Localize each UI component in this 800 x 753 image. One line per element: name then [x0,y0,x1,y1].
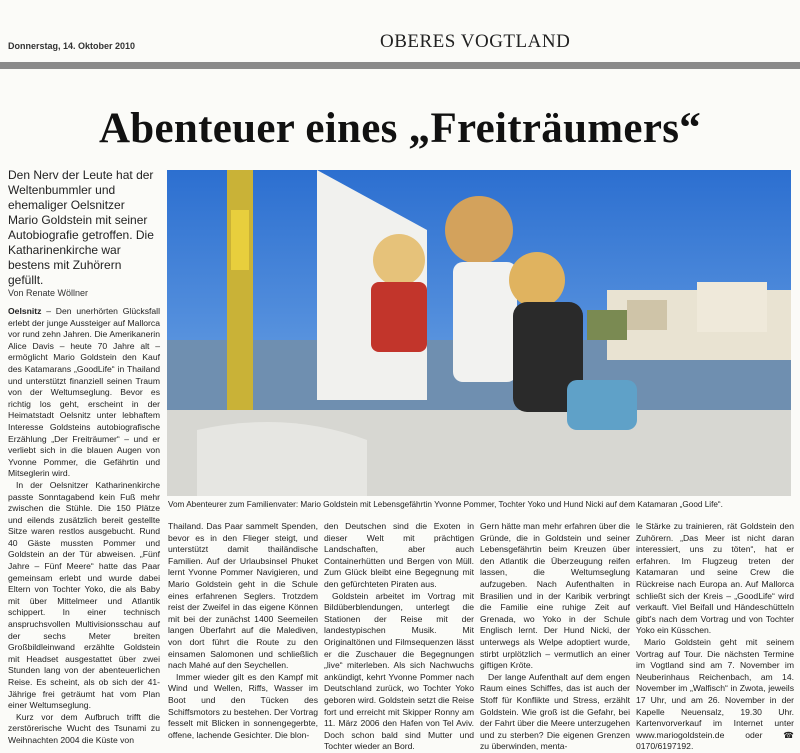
paragraph: Goldstein arbeitet im Vortrag mit Bildüberblendungen, unterlegt die Stationen der Reise mit der landestypischen Musik. Mit Originaltönen und Filmsequenzen lässt er die Zuschauer die Begegnungen „live“ miterleben. Als sich Nachwuchs ankündigt, kehrt Yvonne Pommer nach Deutschland zurück, wo Tochter Yoko geboren wird. Goldstein setzt die Reise fort und erreicht mit Skipper Ronny am 11. März 2006 den Hafen von Tel Aviv. Doch schon bald sind Mutter und Tochter wieder an Bord. [324,590,474,752]
photo-caption: Vom Abenteurer zum Familienvater: Mario Goldstein mit Lebensgefährtin Yvonne Pommer, Tochter Yoko und Hund Nicki auf dem Katamaran „Good Life“. [168,500,723,509]
article-column-2 [168,521,318,740]
paragraph: Der lange Aufenthalt auf dem engen Raum eines Schiffes, das ist auch der Stoff für Konflikte und Stress, erzählt Goldstein. Wie groß ist die Gefahr, bei der Fahrt über die Meere unterzugehen und zu sterben? Die eigenen Grenzen zu überwinden, menta- [480,671,631,752]
paragraph-text: – Den unerhörten Glücksfall erlebt der junge Aussteiger auf Mallorca vor rund zehn Jahren. Die Amerikanerin Alice Davis – heute 70 Jahre alt – ermöglicht Mario Goldstein den Kauf des Katamarans „GoodLife“ in Thailand und unterstützt finanziell seinen Traum von der Weltumseglung. Bevor es richtig los geht, erscheint in der Heimatstadt Oelsnitz unter lebhaftem Interesse Goldsteins autobiografische Erzählung „Der Freiträumer“ – und er verliebt sich in die blauen Augen von Yvonne Pommer, die Gefährtin und Mitseglerin wird. [8,306,160,479]
paragraph: Kurz vor dem Aufbruch trifft die zerstörerische Wucht des Tsunami zu Weihnachten 2004 die Küste von [8,711,160,745]
paragraph: Gern hätte man mehr erfahren über die Gründe, die in Goldstein und seiner Lebensgefährtin beim Kreuzen über den Atlantik die Überzeugung reifen lassen, die Weltumseglung aufzugeben. Nach Aufenthalten in Brasilien und in der Karibik verbringt die Familie eine ruhige Zeit auf Grenada, wo Yoko in der Schule Englisch lernt. Der Hund Nicki, der unterwegs als Welpe adoptiert wurde, stirbt urplötzlich – vermutlich an einer giftigen Kröte. [480,521,630,671]
article-photo [167,170,791,496]
article-column-5 [636,521,794,752]
byline: Von Renate Wöllner [8,288,89,298]
paragraph: den Deutschen sind die Exoten in dieser Welt mit prächtigen Landschaften, aber auch Containerhütten und Bergen von Müll. Zum Glück bleibt eine Begegnung mit den gefürchteten Piraten aus. [324,521,474,589]
paragraph: le Stärke zu trainieren, rät Goldstein den Zuhörern. „Das Meer ist nicht daran interessiert, uns zu töten“, hat er erfahren. Im Flugzeug treten der Katamaran und seine Crew die Rückreise nach Europa an. Auf Mallorca schließt sich der Kreis – „GoodLife“ wird verkauft. Viel Beifall und Händeschütteln gibt's nach dem Vortrag und von Tochter Yoko ein Küsschen. [636,521,794,636]
paragraph: Mario Goldstein geht mit seinem Vortrag auf Tour. Die nächsten Termine im Vogtland sind am 7. November im Neuberinhaus Reichenbach, am 14. November im „Walfisch“ in Zwota, jeweils 17 Uhr, und am 26. November in der Kapelle Neuensalz, 19.30 Uhr. Kartenvorverkauf im Internet unter www.mariogoldstein.de oder ☎ 0170/6197192. [636,636,794,752]
article-column-3 [324,521,474,752]
paragraph: Thailand. Das Paar sammelt Spenden, bevor es in den Flieger steigt, und unterstützt damit thailändische Familien. Auf der Urlaubsinsel Phuket lernt Yvonne Pommer Navigieren, und Mario Goldstein geht in die Schule eines erfahrenen Seglers. Trotzdem reist der Zweifel in das eigene Können mit bei der zunächst 1400 Seemeilen langen Überfahrt auf die Malediven, von dort führt die Route zu den einsamen Salomonen und schließlich nach Mahé auf den Seychellen. [168,521,318,671]
article-column-1 [8,306,160,745]
paragraph: In der Oelsnitzer Katharinenkirche passte Sonntagabend kein Fuß mehr zwischen die Stühle. Die 150 Plätze und eilends zusätzlich bereit gestellte Sitze waren restlos ausgebucht. Rund 40 Gäste mussten Pommer und Goldstein an der Tür abweisen. „Fünf Jahre – Fünf Meere“ hatte das Paar gemeinsam erlebt und wurde dabei Eltern von Tochter Yoko, die als Baby mit über Mittelmeer und Atlantik schippert. In einer technisch anspruchsvollen Multivisionsschau auf der sechs Meter breiten Großbildleinwand erzählte Goldstein mit Headset ausgestattet über zwei Stunden lang von der abenteuerlichen Reise. Es scheint, als ob sich der 41-Jährige frei geträumt hat vom Plan einer Weltumseglung. [8,479,160,711]
paragraph: Immer wieder gilt es den Kampf mit Wind und Wellen, Riffs, Wasser im Boot und den Tücken des Schiffsmotors zu bestehen. Der Vortrag fesselt mit Blicken in sonnengegerbte, offene, lachende Gesichter. Die blon- [168,671,318,740]
header-rule [0,62,800,69]
paragraph [8,306,160,480]
article-column-4 [480,521,631,752]
section-title: OBERES VOGTLAND [380,31,571,52]
dateline: Oelsnitz [8,306,42,316]
headline: Abenteuer eines „Freiträumers“ [98,105,702,152]
issue-date: Donnerstag, 14. Oktober 2010 [8,41,136,51]
lead-paragraph: Den Nerv der Leute hat der Weltenbummler und ehemaliger Oelsnitzer Mario Goldstein mit seiner Autobiografie getroffen. Die Katharinenkirche war bestens mit Zuhörern gefüllt. [8,168,154,287]
photo-illustration [167,170,791,496]
